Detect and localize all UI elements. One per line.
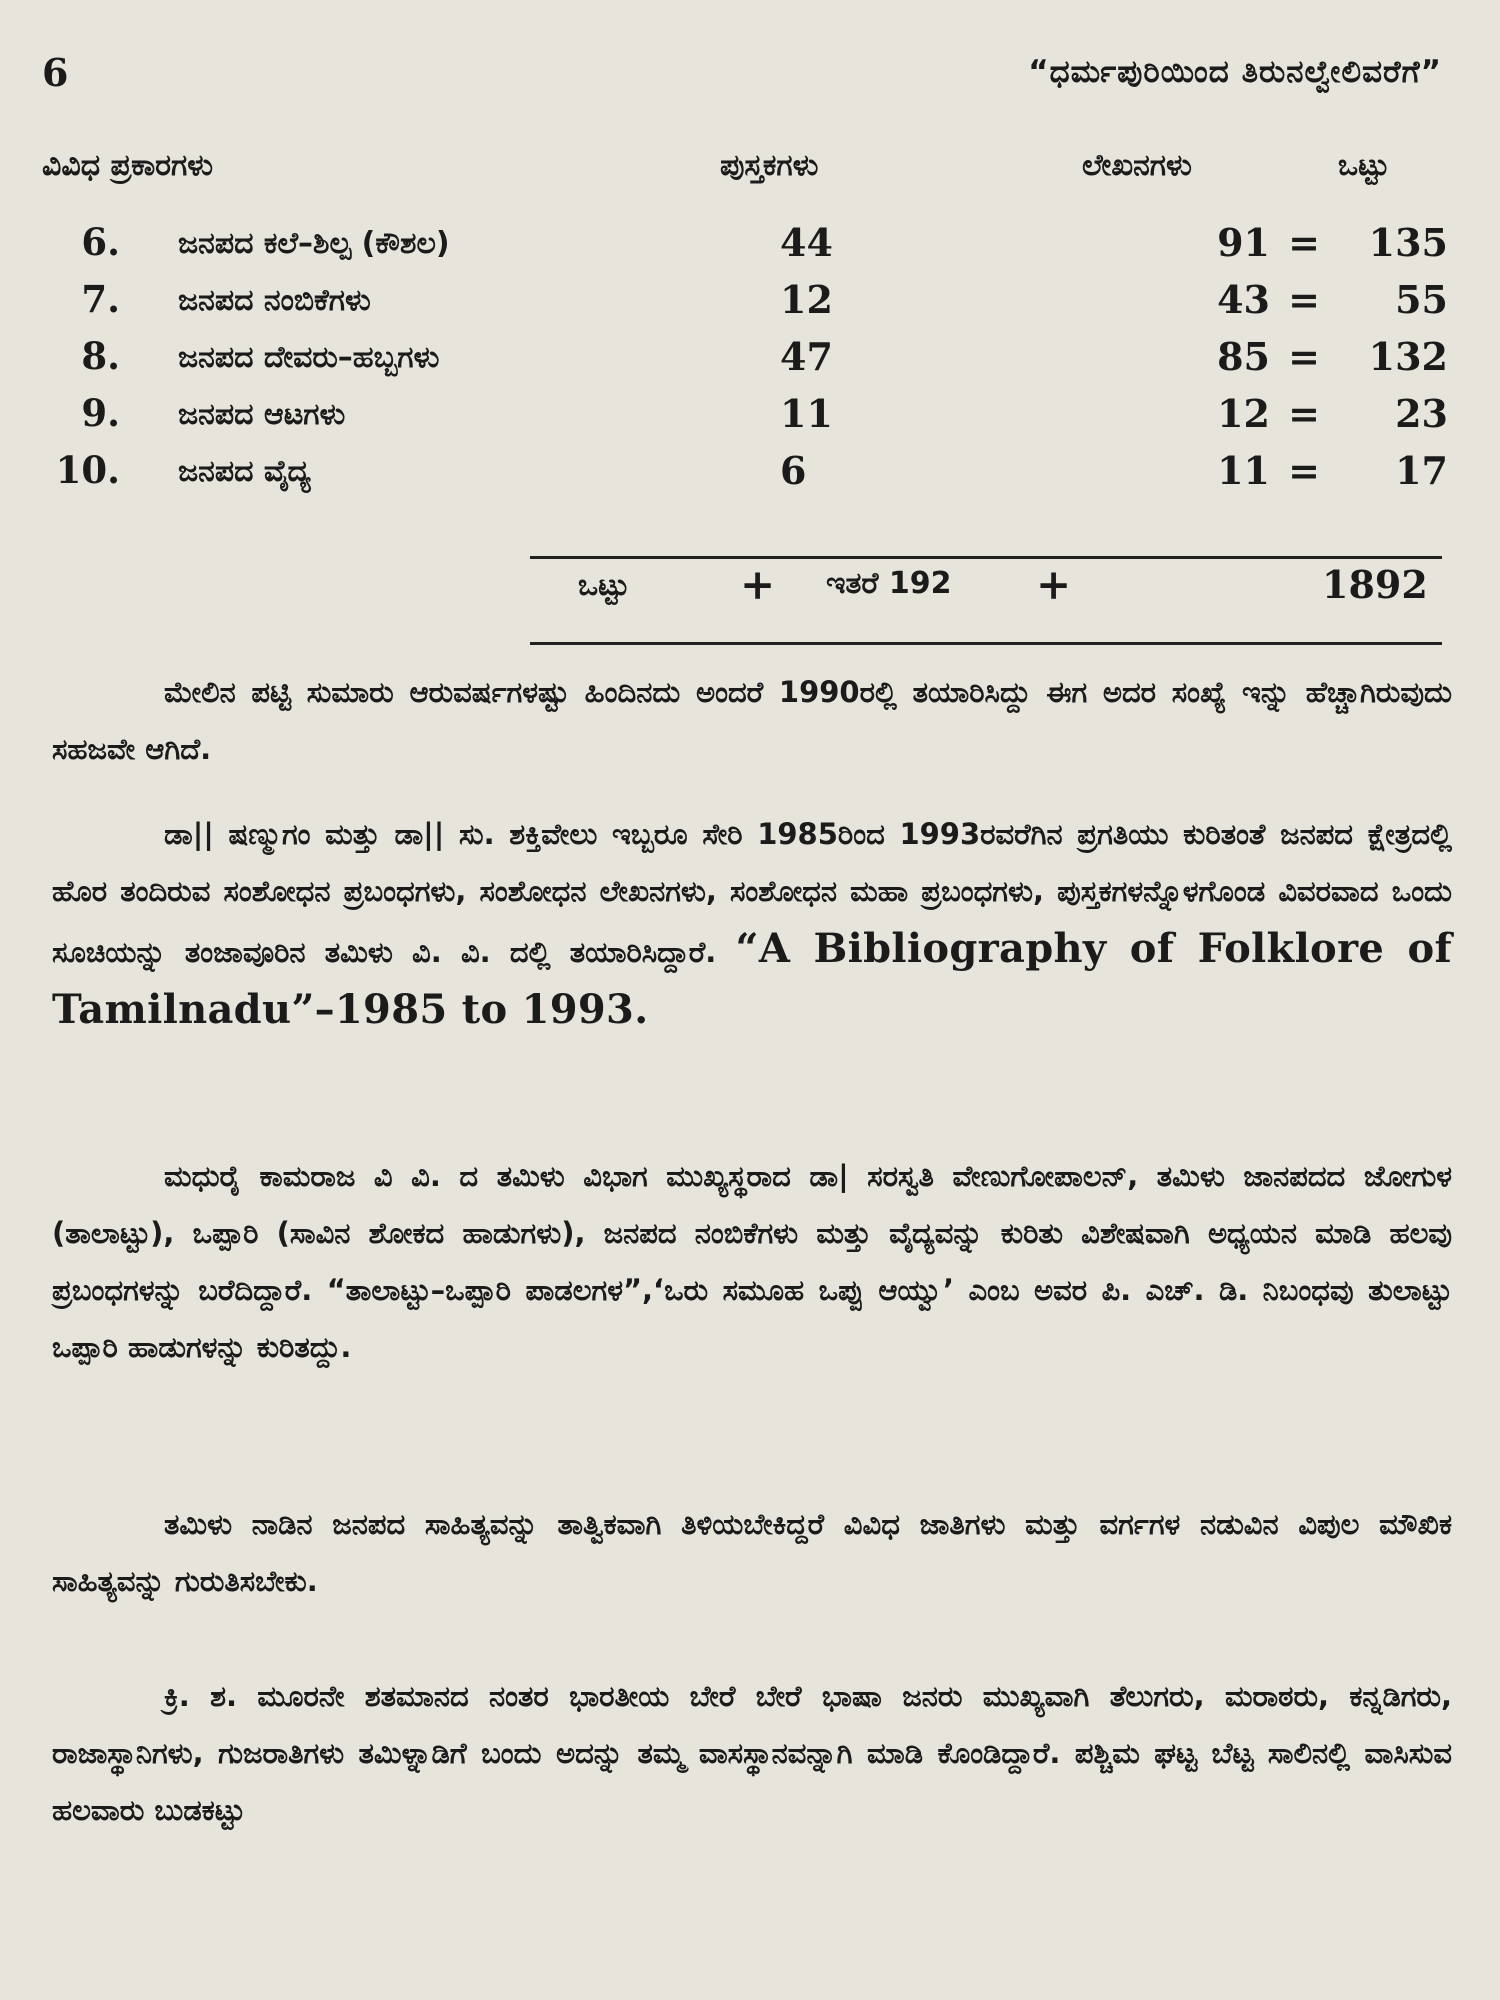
column-header-articles: ಲೇಖನಗಳು bbox=[1082, 148, 1192, 183]
row-books-count: 12 bbox=[780, 277, 833, 322]
row-books-count: 44 bbox=[780, 220, 833, 265]
summary-label: ಒಟ್ಟು bbox=[578, 568, 630, 603]
page-number: 6 bbox=[42, 50, 69, 95]
row-number: 6. bbox=[81, 220, 120, 264]
row-number: 7. bbox=[81, 277, 120, 321]
table-row bbox=[0, 220, 1500, 276]
row-category: ಜನಪದ ಆಟಗಳು bbox=[178, 397, 346, 432]
table-row bbox=[0, 391, 1500, 447]
paragraph-text: ತಮಿಳು ನಾಡಿನ ಜನಪದ ಸಾಹಿತ್ಯವನ್ನು ತಾತ್ವಿಕವಾಗಿ ತಿಳಿಯಬೇಕಿದ್ದರೆ ವಿವಿಧ ಜಾತಿಗಳು ಮತ್ತು ವರ್ಗಗಳ ನಡುವಿನ ವಿಪುಲ ಮೌಖಿಕ ಸಾಹಿತ್ಯವನ್ನು ಗುರುತಿಸಬೇಕು. bbox=[52, 1507, 1452, 1598]
row-equals: = bbox=[1288, 220, 1320, 265]
bibliography-title: “A Bibliography of Folklore of Tamilnadu”–1985 to 1993. bbox=[52, 925, 1452, 1033]
row-articles-count: 43 bbox=[1217, 277, 1270, 322]
row-articles-count: 11 bbox=[1217, 448, 1270, 493]
row-number: 8. bbox=[81, 334, 120, 378]
row-books-count: 6 bbox=[780, 448, 807, 493]
row-category: ಜನಪದ ಕಲೆ–ಶಿಲ್ಪ (ಕೌಶಲ) bbox=[178, 226, 450, 261]
column-header-category: ವಿವಿಧ ಪ್ರಕಾರಗಳು bbox=[42, 148, 214, 183]
row-category: ಜನಪದ ವೈದ್ಯ bbox=[178, 454, 311, 489]
paragraph bbox=[52, 806, 1452, 1042]
paragraph-text: ಡಾ|| ಷಣ್ಮುಗಂ ಮತ್ತು ಡಾ|| ಸು. ಶಕ್ತಿವೇಲು ಇಬ್ಬರೂ ಸೇರಿ 1985ರಿಂದ 1993ರವರೆಗಿನ ಪ್ರಗತಿಯು ಕುರಿತಂತೆ ಜನಪದ ಕ್ಷೇತ್ರದಲ್ಲಿ ಹೊರ ತಂದಿರುವ ಸಂಶೋಧನ ಪ್ರಬಂಧಗಳು, ಸಂಶೋಧನ ಲೇಖನಗಳು, ಸಂಶೋಧನ ಮಹಾ ಪ್ರಬಂಧಗಳು, ಪುಸ್ತಕಗಳನ್ನೊಳಗೊಂಡ ವಿವರವಾದ ಒಂದು ಸೂಚಿಯನ್ನು ತಂಜಾವೂರಿನ ತಮಿಳು ವಿ. ವಿ. ದಲ್ಲಿ ತಯಾರಿಸಿದ್ದಾರೆ. bbox=[52, 817, 1452, 969]
column-header-books: ಪುಸ್ತಕಗಳು bbox=[720, 148, 819, 183]
row-articles-count: 85 bbox=[1217, 334, 1270, 379]
paragraph-text: ಕ್ರಿ. ಶ. ಮೂರನೇ ಶತಮಾನದ ನಂತರ ಭಾರತೀಯ ಬೇರೆ ಬೇರೆ ಭಾಷಾ ಜನರು ಮುಖ್ಯವಾಗಿ ತೆಲುಗರು, ಮರಾಠರು, ಕನ್ನಡಿಗರು, ರಾಜಾಸ್ಥಾನಿಗಳು, ಗುಜರಾತಿಗಳು ತಮಿಳ್ನಾಡಿಗೆ ಬಂದು ಅದನ್ನು ತಮ್ಮ ವಾಸಸ್ಥಾನವನ್ನಾಗಿ ಮಾಡಿ ಕೊಂಡಿದ್ದಾರೆ. ಪಶ್ಚಿಮ ಘಟ್ಟ ಬೆಟ್ಟ ಸಾಲಿನಲ್ಲಿ ವಾಸಿಸುವ ಹಲವಾರು ಬುಡಕಟ್ಟು bbox=[52, 1679, 1452, 1827]
summary-grand-total: 1892 bbox=[1322, 562, 1428, 607]
row-articles-count: 12 bbox=[1217, 391, 1270, 436]
row-category: ಜನಪದ ನಂಬಿಕೆಗಳು bbox=[178, 283, 371, 318]
summary-plus: + bbox=[1036, 560, 1072, 609]
row-articles-count: 91 bbox=[1217, 220, 1270, 265]
row-equals: = bbox=[1288, 334, 1320, 379]
paragraph bbox=[52, 664, 1452, 778]
table-row bbox=[0, 277, 1500, 333]
table-rule-top bbox=[530, 556, 1442, 559]
row-equals: = bbox=[1288, 448, 1320, 493]
row-total: 23 bbox=[1395, 391, 1448, 436]
row-category: ಜನಪದ ದೇವರು–ಹಬ್ಬಗಳು bbox=[178, 340, 440, 375]
paragraph-text: ಮೇಲಿನ ಪಟ್ಟಿ ಸುಮಾರು ಆರುವರ್ಷಗಳಷ್ಟು ಹಿಂದಿನದು ಅಂದರೆ 1990ರಲ್ಲಿ ತಯಾರಿಸಿದ್ದು ಈಗ ಅದರ ಸಂಖ್ಯೆ ಇನ್ನು ಹೆಚ್ಚಾಗಿರುವುದು ಸಹಜವೇ ಆಗಿದೆ. bbox=[52, 675, 1452, 766]
row-number: 10. bbox=[55, 448, 120, 492]
row-total: 55 bbox=[1395, 277, 1448, 322]
row-total: 17 bbox=[1395, 448, 1448, 493]
row-books-count: 47 bbox=[780, 334, 833, 379]
paragraph bbox=[52, 1148, 1452, 1376]
row-equals: = bbox=[1288, 277, 1320, 322]
paragraph bbox=[52, 1496, 1452, 1610]
summary-plus: + bbox=[740, 560, 776, 609]
table-row bbox=[0, 448, 1500, 504]
paragraph-text: ಮಧುರೈ ಕಾಮರಾಜ ವಿ ವಿ. ದ ತಮಿಳು ವಿಭಾಗ ಮುಖ್ಯಸ್ಥರಾದ ಡಾ| ಸರಸ್ವತಿ ವೇಣುಗೋಪಾಲನ್, ತಮಿಳು ಜಾನಪದದ ಜೋಗುಳ (ತಾಲಾಟ್ಟು), ಒಪ್ಪಾರಿ (ಸಾವಿನ ಶೋಕದ ಹಾಡುಗಳು), ಜನಪದ ನಂಬಿಕೆಗಳು ಮತ್ತು ವೈದ್ಯವನ್ನು ಕುರಿತು ವಿಶೇಷವಾಗಿ ಅಧ್ಯಯನ ಮಾಡಿ ಹಲವು ಪ್ರಬಂಧಗಳನ್ನು ಬರೆದಿದ್ದಾರೆ. “ತಾಲಾಟ್ಟು–ಒಪ್ಪಾರಿ ಪಾಡಲಗಳ”,‘ಒರು ಸಮೂಹ ಒಪ್ಪು ಆಯ್ವು’ ಎಂಬ ಅವರ ಪಿ. ಎಚ್. ಡಿ. ನಿಬಂಧವು ತುಲಾಟ್ಟು ಒಪ್ಪಾರಿ ಹಾಡುಗಳನ್ನು ಕುರಿತದ್ದು. bbox=[52, 1159, 1452, 1364]
column-header-total: ಒಟ್ಟು bbox=[1338, 148, 1390, 183]
row-number: 9. bbox=[81, 391, 120, 435]
summary-other: ಇತರೆ 192 bbox=[826, 566, 952, 601]
row-books-count: 11 bbox=[780, 391, 833, 436]
row-total: 135 bbox=[1368, 220, 1448, 265]
table-rule-bottom bbox=[530, 642, 1442, 645]
row-total: 132 bbox=[1368, 334, 1448, 379]
paragraph bbox=[52, 1668, 1452, 1839]
table-row bbox=[0, 334, 1500, 390]
running-title: “ಧರ್ಮಪುರಿಯಿಂದ ತಿರುನಲ್ವೇಲಿವರೆಗೆ” bbox=[1028, 54, 1442, 90]
row-equals: = bbox=[1288, 391, 1320, 436]
